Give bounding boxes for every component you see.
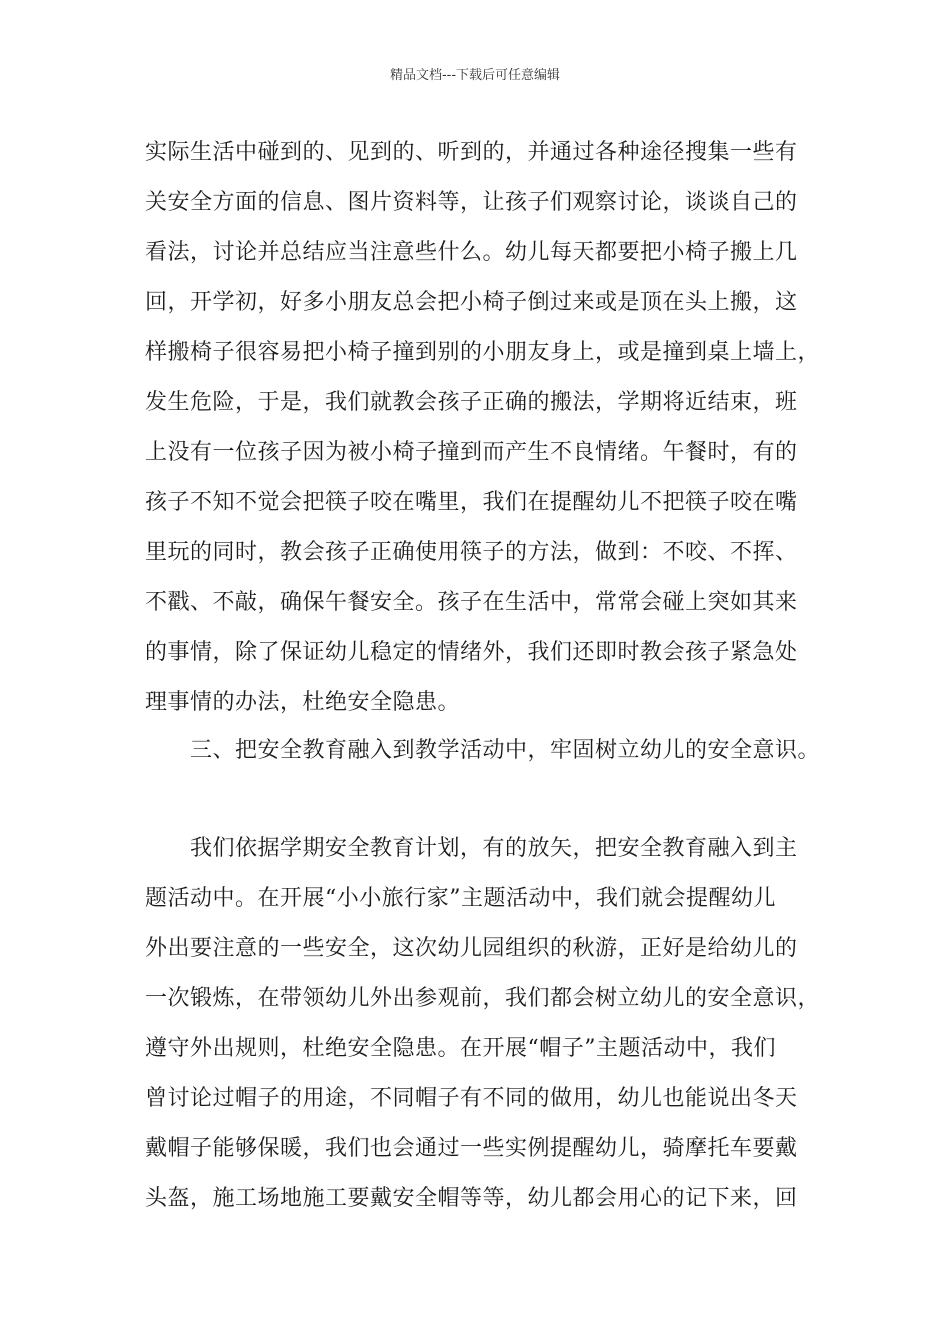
text-line: 实际生活中碰到的、见到的、听到的，并通过各种途径搜集一些有: [145, 140, 798, 165]
text-line: 回，开学初，好多小朋友总会把小椅子倒过来或是顶在头上搬，这: [145, 290, 798, 315]
text-line: 上没有一位孩子因为被小椅子撞到而产生不良情绪。午餐时，有的: [145, 440, 798, 465]
text-line: 的事情，除了保证幼儿稳定的情绪外，我们还即时教会孩子紧急处: [145, 640, 798, 665]
text-line: 头盔，施工场地施工要戴安全帽等等，幼儿都会用心的记下来，回: [145, 1186, 798, 1211]
text-line: 关安全方面的信息、图片资料等，让孩子们观察讨论，谈谈自己的: [145, 190, 798, 215]
text-line: 曾讨论过帽子的用途，不同帽子有不同的做用，幼儿也能说出冬天: [145, 1086, 798, 1111]
text-line: 遵守外出规则，杜绝安全隐患。在开展“帽子”主题活动中，我们: [145, 1036, 776, 1061]
page-header: 精品文档---下载后可任意编辑: [389, 68, 561, 83]
text-line: 理事情的办法，杜绝安全隐患。: [145, 690, 461, 715]
text-line: 看法，讨论并总结应当注意些什么。幼儿每天都要把小椅子搬上几: [145, 240, 798, 265]
text-line: 不戳、不敲，确保午餐安全。孩子在生活中，常常会碰上突如其来: [145, 590, 798, 615]
text-line: 发生危险，于是，我们就教会孩子正确的搬法，学期将近结束，班: [145, 390, 798, 415]
text-line: 孩子不知不觉会把筷子咬在嘴里，我们在提醒幼儿不把筷子咬在嘴: [145, 490, 798, 515]
text-line: 题活动中。在开展“小小旅行家”主题活动中，我们就会提醒幼儿: [145, 886, 776, 911]
text-line: 戴帽子能够保暖，我们也会通过一些实例提醒幼儿，骑摩托车要戴: [145, 1136, 798, 1161]
text-line: 样搬椅子很容易把小椅子撞到别的小朋友身上，或是撞到桌上墙上，: [145, 340, 821, 365]
text-line: 外出要注意的一些安全，这次幼儿园组织的秋游，正好是给幼儿的: [145, 936, 798, 961]
section-heading-three: [145, 726, 825, 776]
text-line: 里玩的同时，教会孩子正确使用筷子的方法，做到：不咬、不挥、: [145, 540, 798, 565]
section-heading-text: 三、把安全教育融入到教学活动中，牢固树立幼儿的安全意识。: [190, 738, 821, 763]
paragraph-teaching-activities: [145, 824, 825, 1224]
text-line: 一次锻炼，在带领幼儿外出参观前，我们都会树立幼儿的安全意识，: [145, 986, 821, 1011]
paragraph-daily-life-safety: [145, 128, 825, 728]
text-line: 我们依据学期安全教育计划，有的放矢，把安全教育融入到主: [190, 836, 798, 861]
